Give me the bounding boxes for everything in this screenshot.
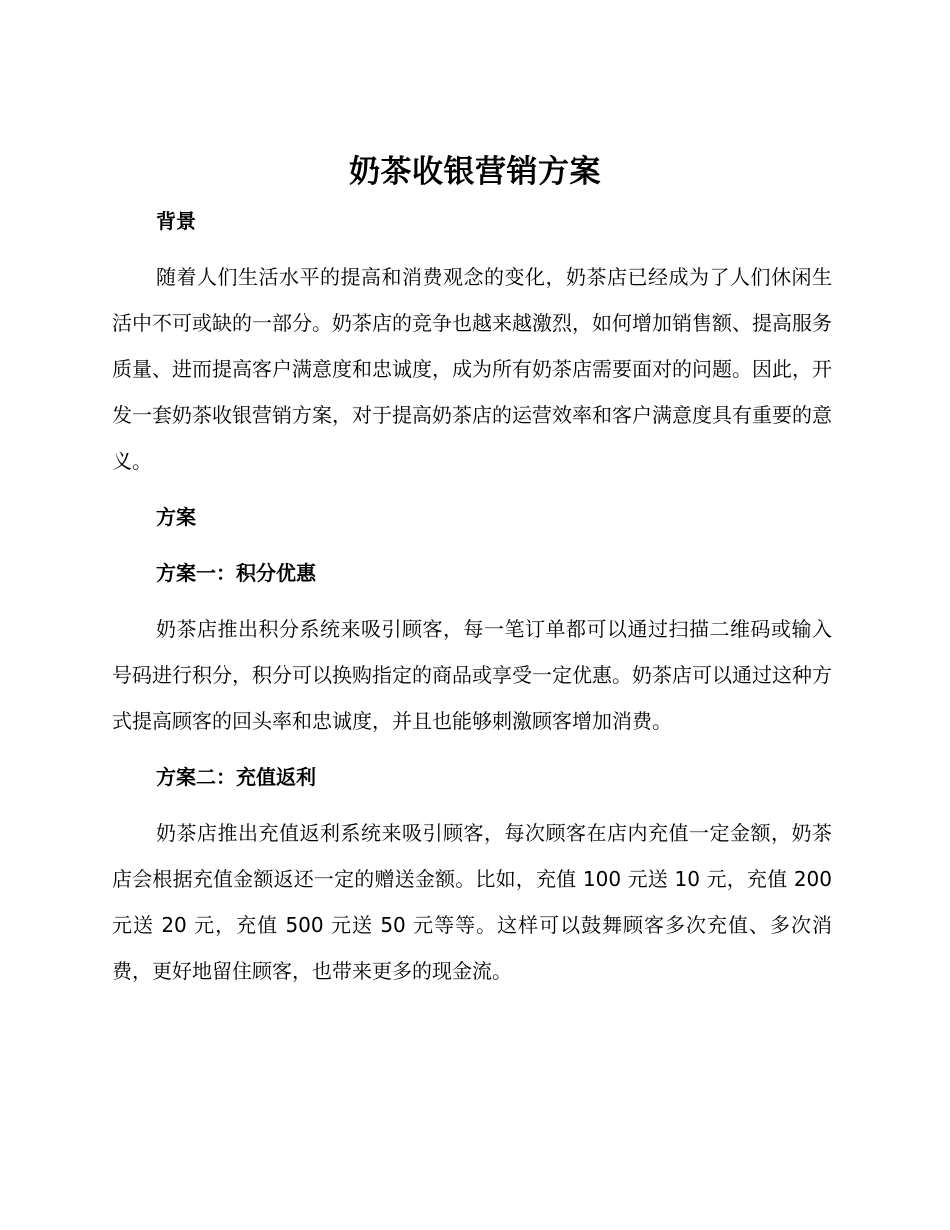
section-heading-plan: 方案 [156, 505, 196, 529]
document-title: 奶茶收银营销方案 [349, 154, 601, 190]
section-heading-plan-1: 方案一：积分优惠 [156, 561, 316, 585]
section-heading-plan-2: 方案二：充值返利 [156, 765, 316, 789]
paragraph-plan-1: 奶茶店推出积分系统来吸引顾客，每一笔订单都可以通过扫描二维码或输入号码进行积分，积分可以换购指定的商品或享受一定优惠。奶茶店可以通过这种方式提高顾客的回头率和忠诚度，并且也能够刺激顾客增加消费。 [112, 617, 832, 733]
section-heading-background: 背景 [156, 209, 196, 233]
document-body [112, 198, 832, 994]
paragraph-background: 随着人们生活水平的提高和消费观念的变化，奶茶店已经成为了人们休闲生活中不可或缺的一部分。奶茶店的竞争也越来越激烈，如何增加销售额、提高服务质量、进而提高客户满意度和忠诚度，成为所有奶茶店需要面对的问题。因此，开发一套奶茶收银营销方案，对于提高奶茶店的运营效率和客户满意度具有重要的意义。 [112, 265, 832, 473]
paragraph-plan-2: 奶茶店推出充值返利系统来吸引顾客，每次顾客在店内充值一定金额，奶茶店会根据充值金额返还一定的赠送金额。比如，充值 100 元送 10 元，充值 200 元送 20 元，充值 500 元送 50 元等等。这样可以鼓舞顾客多次充值、多次消费，更好地留住顾客，也带来更多的现金流。 [112, 821, 832, 983]
